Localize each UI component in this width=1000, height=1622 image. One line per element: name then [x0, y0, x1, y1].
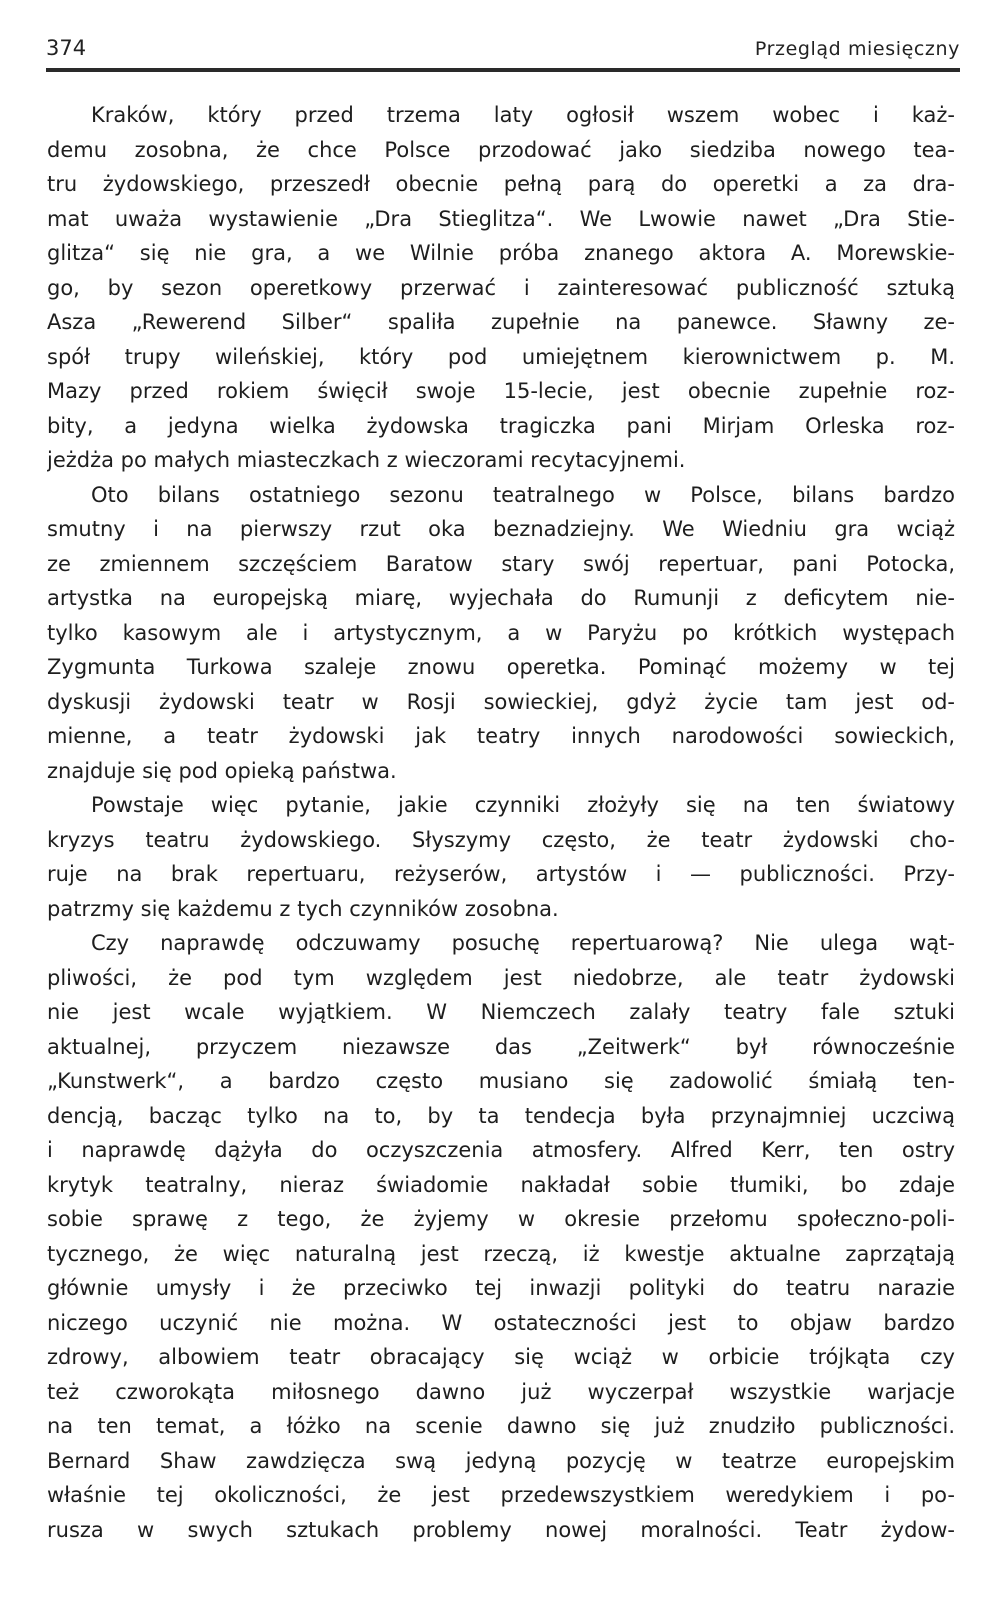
- text-line: dyskusji żydowski teatr w Rosji sowieckiej, gdyż życie tam jest od-: [47, 689, 955, 714]
- text-line: tycznego, że więc naturalną jest rzeczą, iż kwestje aktualne zaprzątają: [47, 1241, 955, 1266]
- text-line: pliwości, że pod tym względem jest niedobrze, ale teatr żydowski: [47, 965, 955, 990]
- text-line: kryzys teatru żydowskiego. Słyszymy często, że teatr żydowski cho-: [47, 827, 955, 852]
- text-line: właśnie tej okoliczności, że jest przedewszystkiem weredykiem i po-: [47, 1483, 955, 1507]
- page-number: 374: [46, 36, 87, 60]
- text-line: dencją, bacząc tylko na to, by ta tendecja była przynajmniej uczciwą: [47, 1103, 955, 1128]
- text-line: tylko kasowym ale i artystycznym, a w Paryżu po krótkich występach: [47, 620, 955, 645]
- text-line: sobie sprawę z tego, że żyjemy w okresie przełomu społeczno-poli-: [47, 1207, 955, 1231]
- text-line: Zygmunta Turkowa szaleje znowu operetka. Pominąć możemy w tej: [47, 655, 955, 679]
- text-line: Oto bilans ostatniego sezonu teatralnego w Polsce, bilans bardzo: [91, 482, 955, 507]
- text-line: nie jest wcale wyjątkiem. W Niemczech zalały teatry fale sztuki: [47, 1000, 955, 1024]
- text-line: krytyk teatralny, nieraz świadomie nakładał sobie tłumiki, bo zdaje: [47, 1172, 955, 1197]
- text-line: tru żydowskiego, przeszedł obecnie pełną parą do operetki a za dra-: [47, 172, 955, 196]
- text-line: ze zmiennem szczęściem Baratow stary swój repertuar, pani Potocka,: [47, 551, 955, 576]
- text-line: smutny i na pierwszy rzut oka beznadziejny. We Wiedniu gra wciąż: [47, 517, 955, 541]
- text-line: „Kunstwerk“, a bardzo często musiano się zadowolić śmiałą ten-: [47, 1069, 955, 1093]
- body-text: [47, 98, 955, 1547]
- text-line: Kraków, który przed trzema laty ogłosił wszem wobec i każ-: [91, 103, 955, 127]
- text-line: spół trupy wileńskiej, który pod umiejętnem kierownictwem p. M.: [47, 344, 955, 369]
- text-line: ruje na brak repertuaru, reżyserów, artystów i — publiczności. Przy-: [47, 862, 955, 886]
- text-line: patrzmy się każdemu z tych czynników zosobna.: [47, 896, 559, 921]
- text-line: Asza „Rewerend Silber“ spaliła zupełnie na panewce. Sławny ze-: [47, 310, 955, 334]
- text-line: znajduje się pod opieką państwa.: [47, 758, 397, 783]
- text-line: bity, a jedyna wielka żydowska tragiczka pani Mirjam Orleska roz-: [47, 413, 955, 438]
- text-line: też czworokąta miłosnego dawno już wyczerpał wszystkie warjacje: [47, 1379, 955, 1404]
- text-line: glitza“ się nie gra, a we Wilnie próba znanego aktora A. Morewskie-: [47, 241, 955, 265]
- text-line: na ten temat, a łóżko na scenie dawno się już znudziło publiczności.: [47, 1414, 955, 1438]
- text-line: artystka na europejską miarę, wyjechała do Rumunji z deficytem nie-: [47, 586, 955, 610]
- text-line: niczego uczynić nie można. W ostateczności jest to objaw bardzo: [47, 1310, 955, 1335]
- text-line: aktualnej, przyczem niezawsze das „Zeitwerk“ był równocześnie: [47, 1034, 955, 1059]
- text-line: go, by sezon operetkowy przerwać i zainteresować publiczność sztuką: [47, 275, 955, 300]
- text-line: rusza w swych sztukach problemy nowej moralności. Teatr żydow-: [47, 1517, 955, 1542]
- text-line: Mazy przed rokiem święcił swoje 15-lecie, jest obecnie zupełnie roz-: [47, 379, 955, 403]
- running-title: Przegląd miesięczny: [754, 38, 960, 60]
- text-line: Bernard Shaw zawdzięcza swą jedyną pozycję w teatrze europejskim: [47, 1448, 955, 1473]
- text-line: i naprawdę dążyła do oczyszczenia atmosfery. Alfred Kerr, ten ostry: [47, 1138, 955, 1162]
- text-line: mienne, a teatr żydowski jak teatry innych narodowości sowieckich,: [47, 724, 955, 748]
- text-line: mat uważa wystawienie „Dra Stieglitza“. We Lwowie nawet „Dra Stie-: [47, 206, 955, 231]
- text-line: jeżdża po małych miasteczkach z wieczorami recytacyjnemi.: [47, 448, 686, 472]
- text-line: Czy naprawdę odczuwamy posuchę repertuarową? Nie ulega wąt-: [91, 931, 955, 955]
- header-rule: [46, 68, 960, 72]
- text-line: demu zosobna, że chce Polsce przodować jako siedziba nowego tea-: [47, 137, 955, 162]
- text-line: Powstaje więc pytanie, jakie czynniki złożyły się na ten światowy: [91, 793, 955, 817]
- text-line: głównie umysły i że przeciwko tej inwazji polityki do teatru narazie: [47, 1276, 955, 1300]
- text-line: zdrowy, albowiem teatr obracający się wciąż w orbicie trójkąta czy: [47, 1345, 955, 1369]
